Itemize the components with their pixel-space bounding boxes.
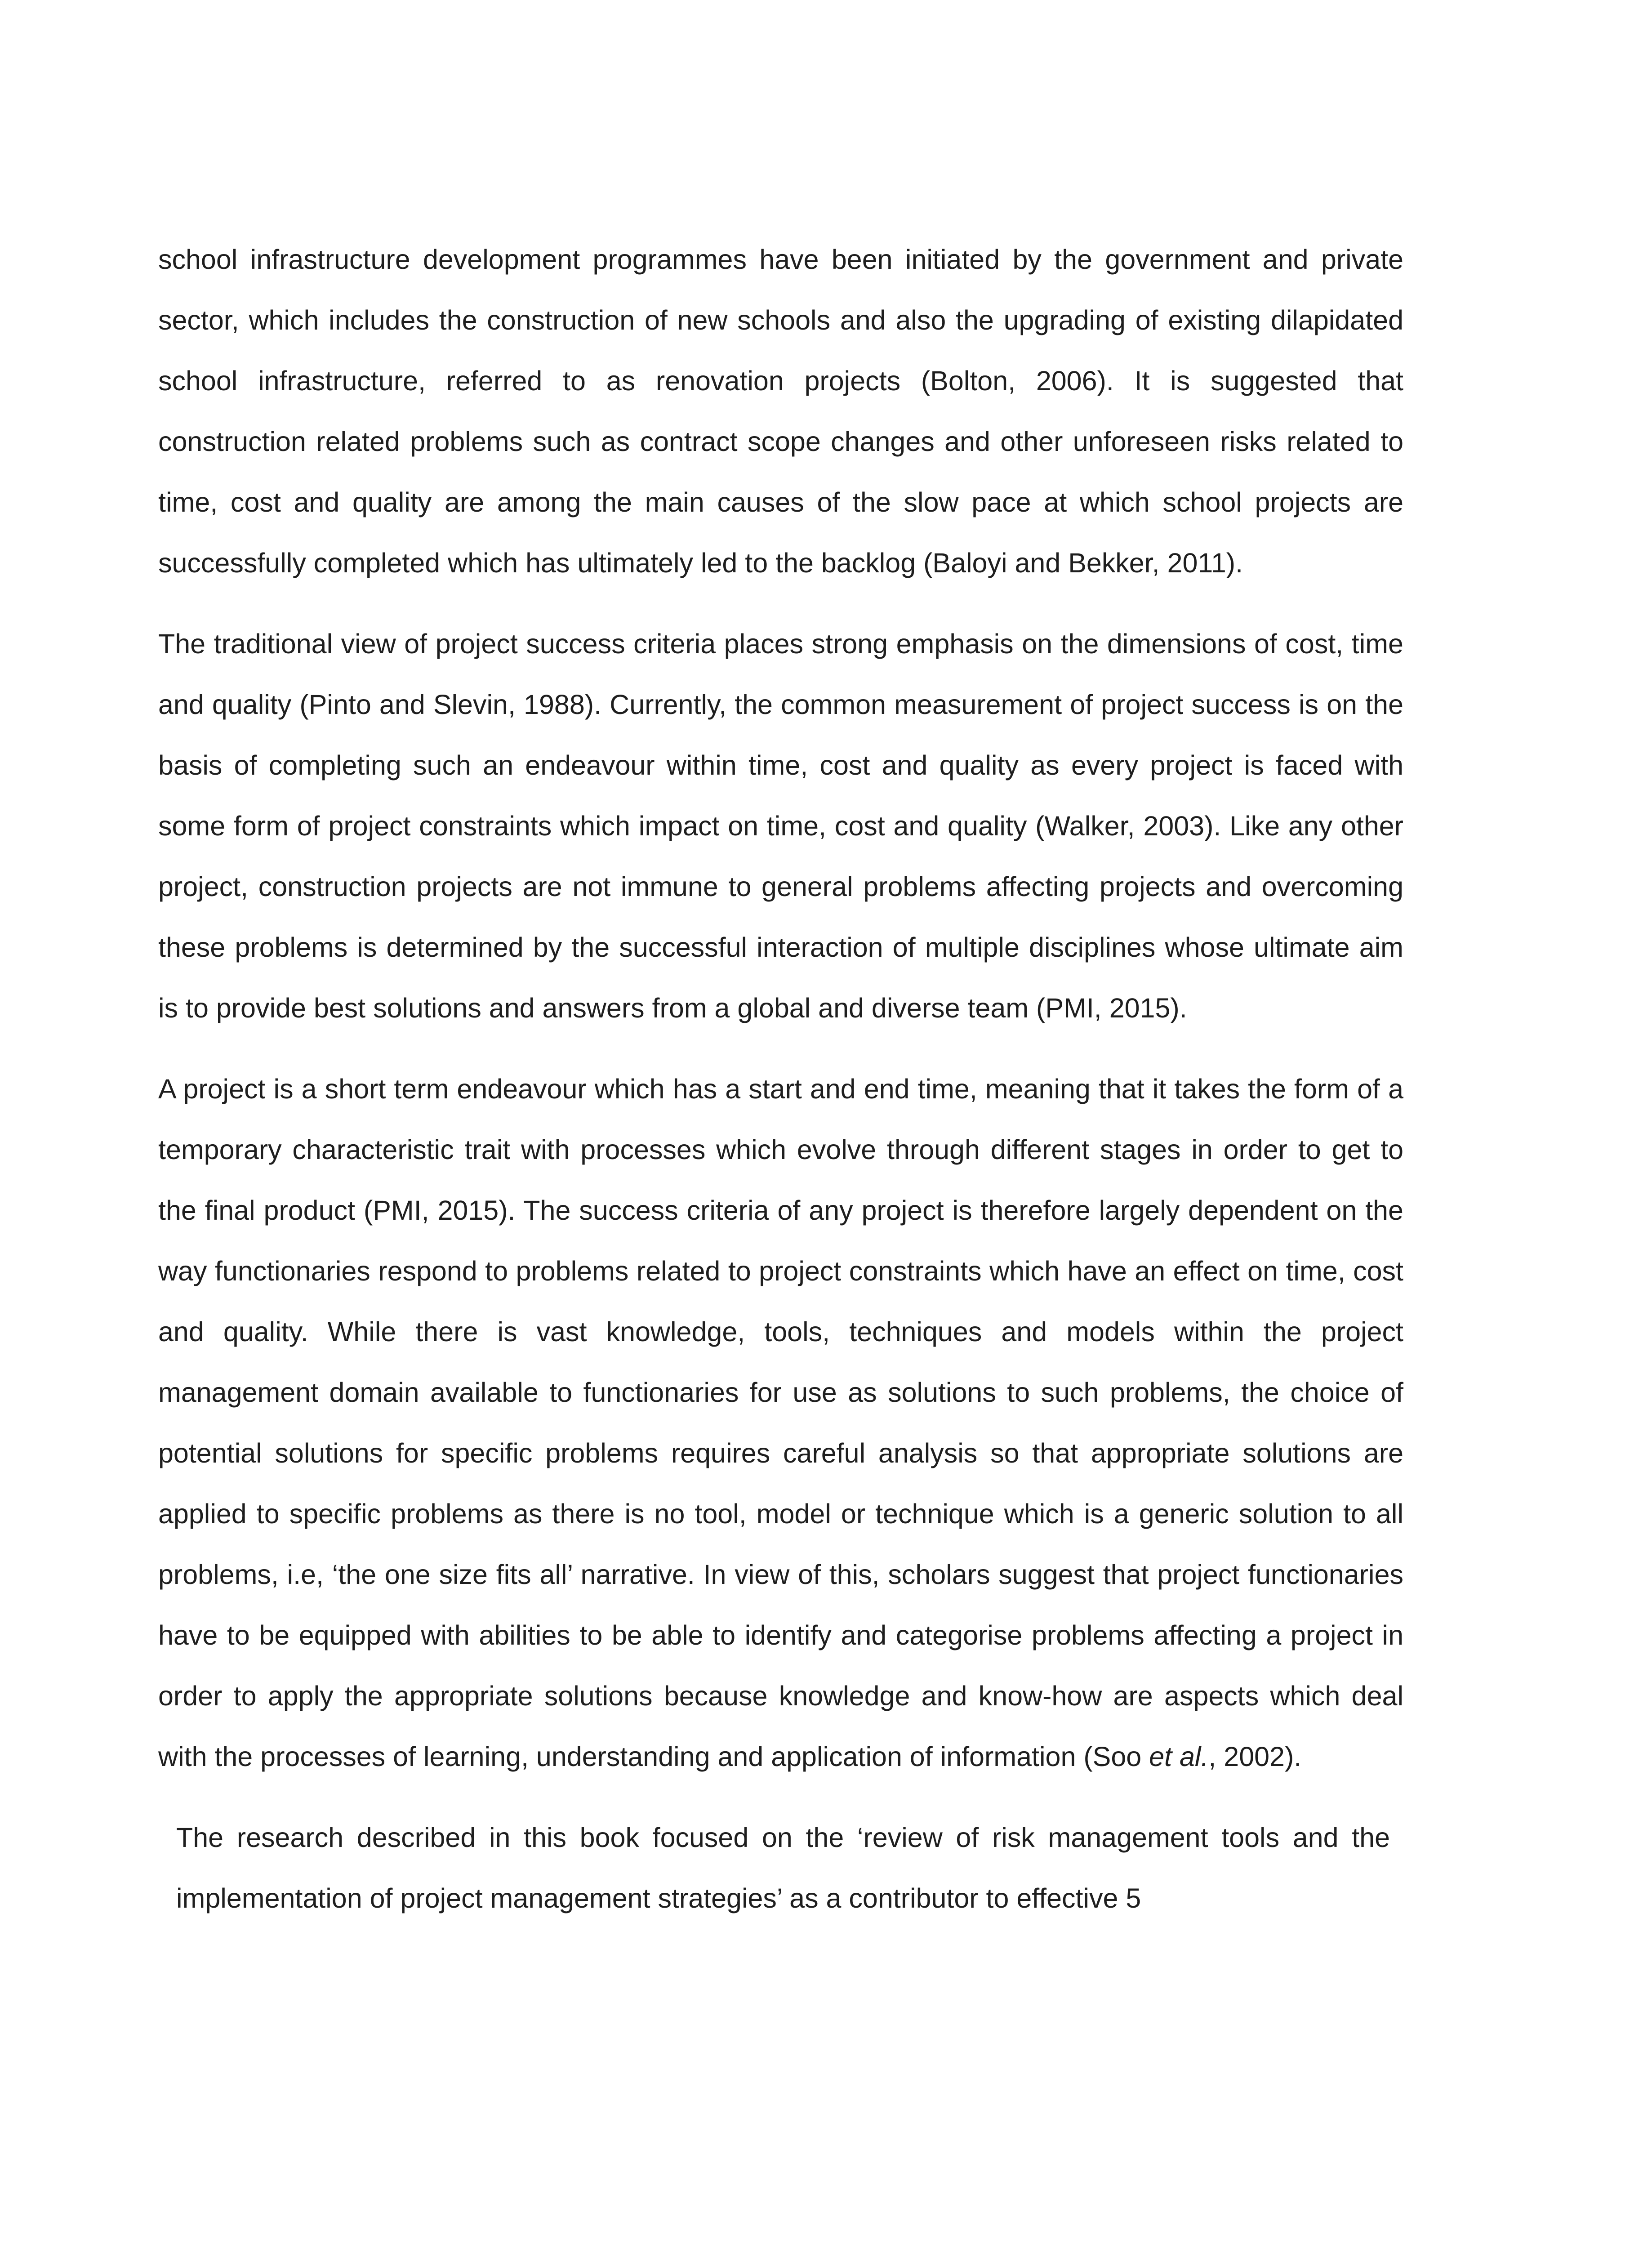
paragraph-text-end: , 2002). (1208, 1741, 1302, 1772)
paragraph-school-infrastructure: school infrastructure development programmes have been initiated by the government and private sector, which includes the construction of new schools and also the upgrading of existing dilapidated school infrastructure, referred to as renovation projects (Bolton, 2006). It is suggested that construction related problems such as contract scope changes and other unforeseen risks related to time, cost and quality are among the main causes of the slow pace at which school projects are successfully completed which has ultimately led to the backlog (Baloyi and Bekker, 2011). (158, 244, 1403, 578)
body-text (158, 229, 1403, 1929)
citation-italic: et al. (1149, 1741, 1209, 1772)
paragraph-project-definition (158, 1059, 1403, 1787)
paragraph-text: A project is a short term endeavour which has a start and end time, meaning that it takes the form of a temporary characteristic trait with processes which evolve through different stages in order to get to the final product (PMI, 2015). The success criteria of any project is therefore largely dependent on the way functionaries respond to problems related to project constraints which have an effect on time, cost and quality. While there is vast knowledge, tools, techniques and models within the project management domain available to functionaries for use as solutions to such problems, the choice of potential solutions for specific problems requires careful analysis so that appropriate solutions are applied to specific problems as there is no tool, model or technique which is a generic solution to all problems, i.e, ‘the one size fits all’ narrative. In view of this, scholars suggest that project functionaries have to be equipped with abilities to be able to identify and categorise problems affecting a project in order to apply the appropriate solutions because knowledge and know-how are aspects which deal with the processes of learning, understanding and application of information (Soo (158, 1074, 1403, 1772)
paragraph-project-success-criteria: The traditional view of project success criteria places strong emphasis on the dimensions of cost, time and quality (Pinto and Slevin, 1988). Currently, the common measurement of project success is on the basis of completing such an endeavour within time, cost and quality as every project is faced with some form of project constraints which impact on time, cost and quality (Walker, 2003). Like any other project, construction projects are not immune to general problems affecting projects and overcoming these problems is determined by the successful interaction of multiple disciplines whose ultimate aim is to provide best solutions and answers from a global and diverse team (PMI, 2015). (158, 629, 1403, 1023)
paragraph-research-focus: The research described in this book focused on the ‘review of risk management tools and the implementation of project management strategies’ as a contributor to effective 5 (176, 1822, 1390, 1913)
